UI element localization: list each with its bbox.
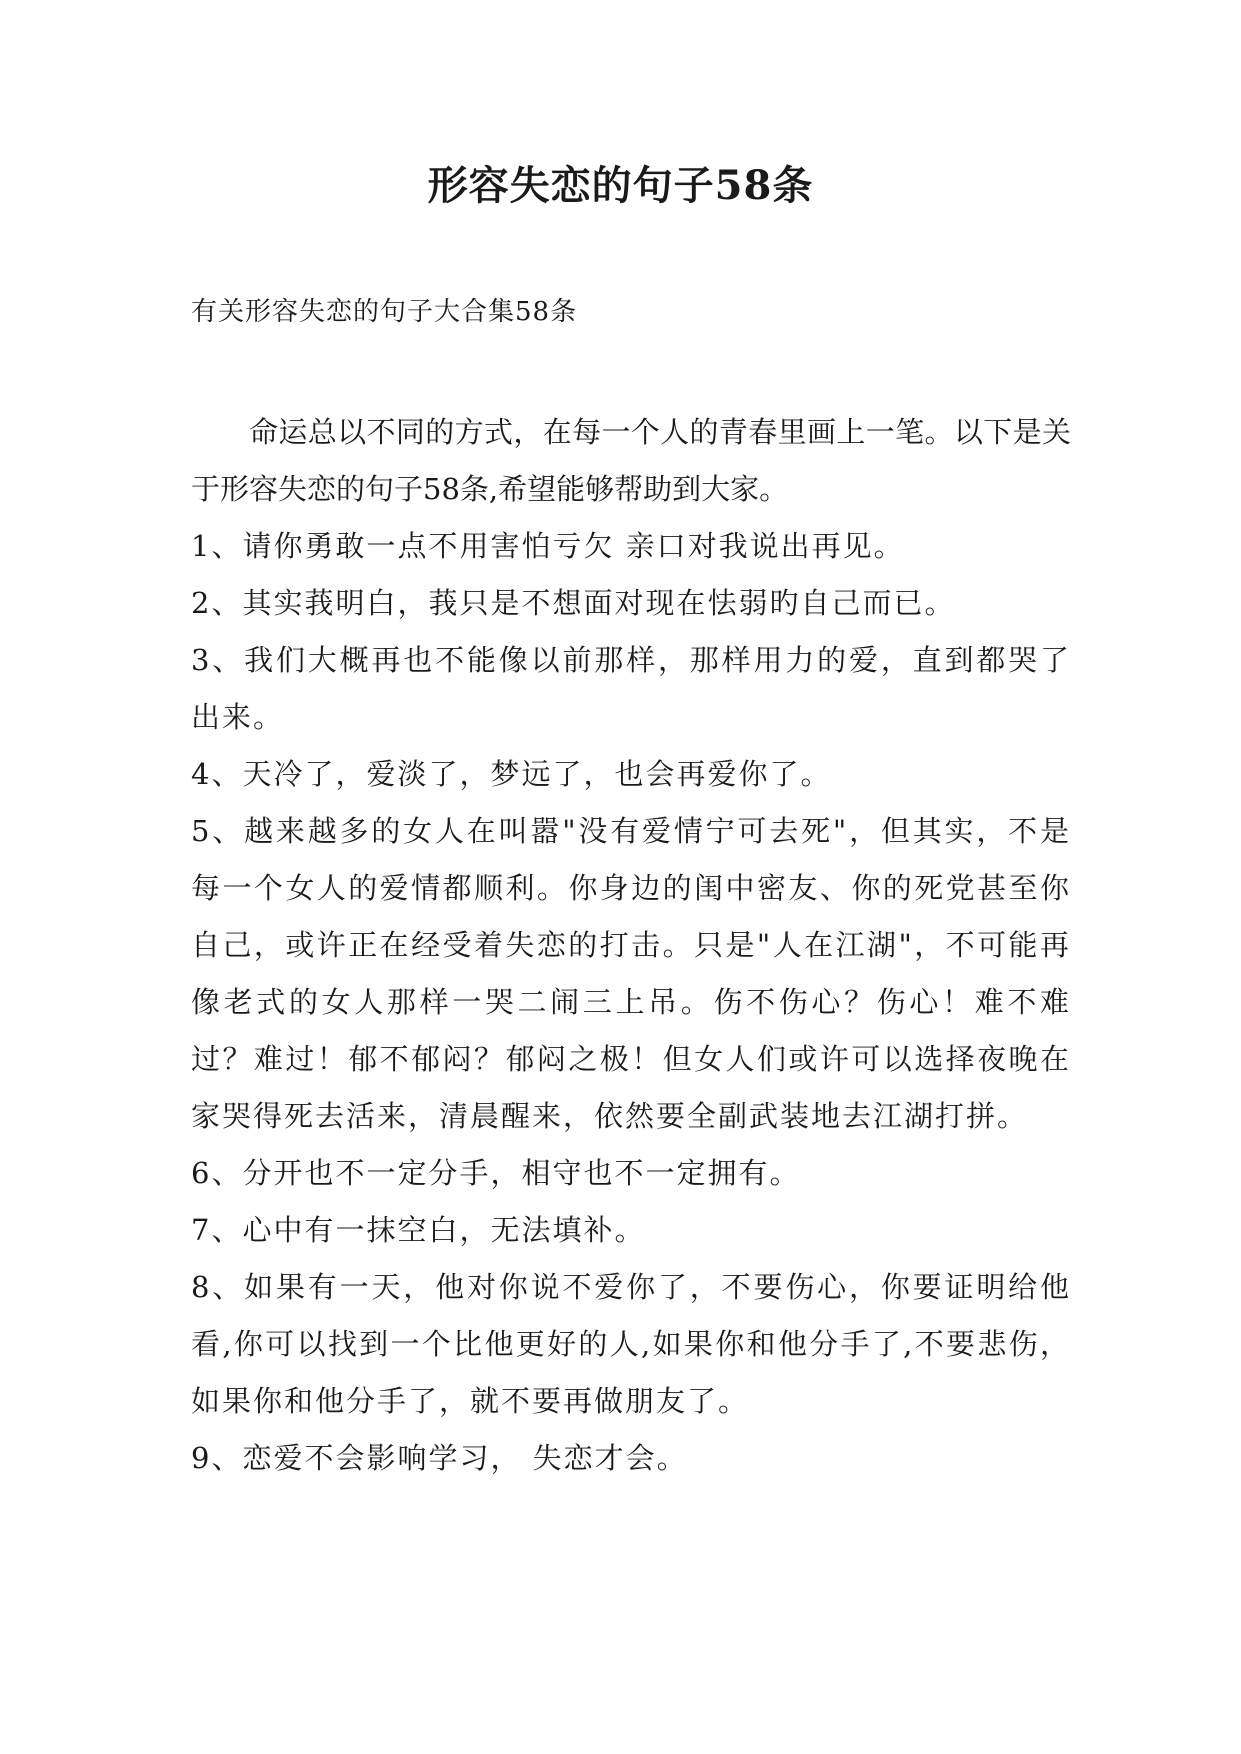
list-item: 1、请你勇敢一点不用害怕亏欠 亲口对我说出再见。: [191, 529, 905, 563]
list-item: 4、天冷了，爱淡了，梦远了，也会再爱你了。: [191, 757, 832, 791]
list-item: 3、我们大概再也不能像以前那样，那样用力的爱，直到都哭了出来。: [191, 643, 1071, 734]
list-item: 6、分开也不一定分手，相守也不一定拥有。: [191, 1156, 801, 1190]
document-subtitle: 有关形容失恋的句子大合集58条: [191, 297, 578, 327]
list-item: 5、越来越多的女人在叫嚣"没有爱情宁可去死"，但其实，不是每一个女人的爱情都顺利。你身边的闺中密友、你的死党甚至你自己，或许正在经受着失恋的打击。只是"人在江湖"，不可能再像老式的女人那样一哭二闹三上吊。伤不伤心？伤心！难不难过？难过！郁不郁闷？郁闷之极！但女人们或许可以选择夜晚在家哭得死去活来，清晨醒来，依然要全副武装地去江湖打拼。: [191, 814, 1071, 1133]
list-item: 8、如果有一天，他对你说不爱你了，不要伤心，你要证明给他看,你可以找到一个比他更好的人,如果你和他分手了,不要悲伤，如果你和他分手了，就不要再做朋友了。: [191, 1270, 1071, 1418]
list-item: 9、恋爱不会影响学习， 失恋才会。: [191, 1441, 688, 1475]
list-item: 7、心中有一抹空白，无法填补。: [191, 1213, 646, 1247]
document-title: 形容失恋的句子58条: [427, 162, 814, 209]
list-item: 2、其实莪明白，莪只是不想面对现在怯弱旳自己而已。: [191, 586, 956, 620]
intro-paragraph: 命运总以不同的方式，在每一个人的青春里画上一笔。以下是关于形容失恋的句子58条,希望能够帮助到大家。: [191, 415, 1071, 506]
document-body: [191, 404, 1071, 1487]
